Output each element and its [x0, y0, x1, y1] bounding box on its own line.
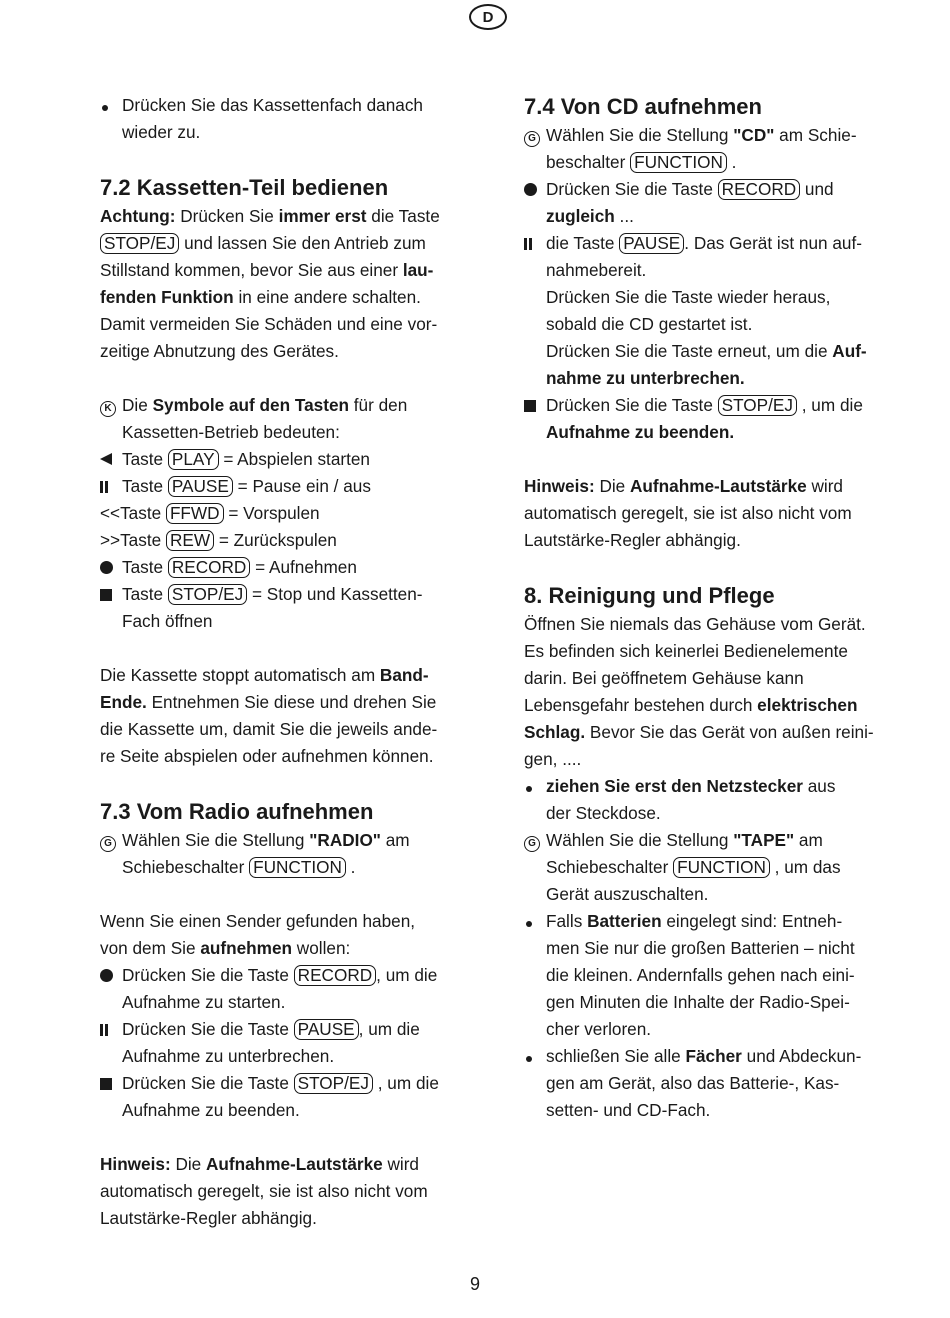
text: gen am Gerät, also das Batterie-, Kas-	[546, 1073, 840, 1093]
key-label: PLAY	[168, 449, 219, 470]
language-label: D	[482, 8, 494, 26]
text: Fach öffnen	[122, 611, 213, 631]
note: Hinweis: Die Aufnahme-Lautstärke wird	[524, 476, 843, 496]
list-item: G Wählen Sie die Stellung "TAPE" am	[524, 827, 884, 854]
paragraph: re Seite abspielen oder aufnehmen können.	[100, 746, 434, 766]
key-label: STOP/EJ	[294, 1073, 373, 1094]
text: Aufnahme zu starten.	[122, 992, 286, 1012]
list-item	[100, 92, 460, 119]
key-label: PAUSE	[168, 476, 233, 497]
text: Aufnahme zu beenden.	[546, 422, 735, 442]
paragraph: zeitige Abnutzung des Gerätes.	[100, 341, 339, 361]
text: Aufnahme zu beenden.	[122, 1100, 300, 1120]
paragraph: Damit vermeiden Sie Schäden und eine vor-	[100, 314, 438, 334]
key-label: FUNCTION	[673, 857, 770, 878]
k-circle-icon: K	[100, 401, 116, 417]
bullet-icon	[102, 105, 108, 111]
text: cher verloren.	[546, 1019, 652, 1039]
key-label: RECORD	[718, 179, 800, 200]
key-label: FFWD	[166, 503, 224, 524]
list-item: Falls Batterien eingelegt sind: Entneh-	[524, 908, 884, 935]
list-item: Taste RECORD = Aufnehmen	[100, 554, 460, 581]
g-circle-icon: G	[524, 836, 540, 852]
paragraph: die Kassette um, damit Sie die jeweils ande-	[100, 719, 438, 739]
list-item: Taste STOP/EJ = Stop und Kassetten-	[100, 581, 460, 608]
text: setten- und CD-Fach.	[546, 1100, 711, 1120]
paragraph: STOP/EJ und lassen Sie den Antrieb zum	[100, 230, 460, 257]
stop-icon	[100, 589, 112, 601]
paragraph: darin. Bei geöffnetem Gehäuse kann	[524, 668, 804, 688]
list-item: <<Taste FFWD = Vorspulen	[100, 503, 320, 523]
list-item: G Wählen Sie die Stellung "CD" am Schie-	[524, 122, 884, 149]
list-item: >>Taste REW = Zurückspulen	[100, 530, 337, 550]
text: nahme zu unterbrechen.	[546, 368, 745, 388]
g-circle-icon: G	[100, 836, 116, 852]
paragraph: fenden Funktion in eine andere schalten.	[100, 287, 421, 307]
paragraph: Schlag. Bevor Sie das Gerät von außen reini-	[524, 722, 874, 742]
note: automatisch geregelt, sie ist also nicht vom	[100, 1181, 428, 1201]
paragraph: Achtung: Drücken Sie immer erst die Taste	[100, 206, 440, 226]
paragraph: Es befinden sich keinerlei Bedienelemente	[524, 641, 848, 661]
key-label: STOP/EJ	[718, 395, 797, 416]
bullet-icon	[526, 786, 532, 792]
text: nahmebereit.	[546, 260, 647, 280]
pause-icon	[100, 481, 103, 493]
pause-icon	[524, 238, 527, 250]
text: Drücken Sie das Kassettenfach danach	[122, 95, 423, 115]
g-circle-icon: G	[524, 131, 540, 147]
list-item: schließen Sie alle Fächer und Abdeckun-	[524, 1043, 884, 1070]
paragraph: Ende. Entnehmen Sie diese und drehen Sie	[100, 692, 437, 712]
text: die kleinen. Andernfalls gehen nach eini-	[546, 965, 855, 985]
bullet-icon	[526, 1056, 532, 1062]
list-item: ziehen Sie erst den Netzstecker aus	[524, 773, 884, 800]
key-label: STOP/EJ	[168, 584, 247, 605]
list-item: K Die Symbole auf den Tasten für den	[100, 392, 460, 419]
note: Hinweis: Die Aufnahme-Lautstärke wird	[100, 1154, 419, 1174]
record-icon	[524, 183, 537, 196]
record-icon	[100, 561, 113, 574]
text: wieder zu.	[122, 122, 201, 142]
text: sobald die CD gestartet ist.	[546, 314, 753, 334]
key-label: RECORD	[168, 557, 250, 578]
text: Schiebeschalter FUNCTION , um das	[546, 857, 841, 877]
list-item: Taste PAUSE = Pause ein / aus	[100, 473, 460, 500]
list-item: Drücken Sie die Taste PAUSE , um die	[100, 1016, 460, 1043]
text: beschalter FUNCTION .	[546, 152, 737, 172]
note: Lautstärke-Regler abhängig.	[100, 1208, 317, 1228]
right-column	[524, 92, 884, 1124]
bullet-icon	[526, 921, 532, 927]
left-column	[100, 92, 460, 1232]
list-item: G Wählen Sie die Stellung "RADIO" am	[100, 827, 460, 854]
key-label: FUNCTION	[630, 152, 727, 173]
list-item: Drücken Sie die Taste RECORD und	[524, 176, 884, 203]
text: Aufnahme zu unterbrechen.	[122, 1046, 335, 1066]
text: men Sie nur die großen Batterien – nicht	[546, 938, 855, 958]
text: zugleich ...	[546, 206, 634, 226]
text: der Steckdose.	[546, 803, 661, 823]
stop-icon	[100, 1078, 112, 1090]
note: Lautstärke-Regler abhängig.	[524, 530, 741, 550]
text: Kassetten-Betrieb bedeuten:	[122, 422, 340, 442]
text: gen Minuten die Inhalte der Radio-Spei-	[546, 992, 850, 1012]
paragraph: von dem Sie aufnehmen wollen:	[100, 938, 351, 958]
paragraph: gen, ....	[524, 749, 582, 769]
record-icon	[100, 969, 113, 982]
paragraph: Lebensgefahr bestehen durch elektrischen	[524, 695, 858, 715]
key-label: PAUSE	[619, 233, 684, 254]
text: Gerät auszuschalten.	[546, 884, 709, 904]
section-heading: 7.2 Kassetten-Teil bedienen	[100, 175, 389, 200]
page-number: 9	[469, 1274, 480, 1294]
text: Schiebeschalter FUNCTION .	[122, 857, 356, 877]
language-badge	[469, 4, 507, 30]
key-label: FUNCTION	[249, 857, 346, 878]
paragraph: Wenn Sie einen Sender gefunden haben,	[100, 911, 416, 931]
key-label: PAUSE	[294, 1019, 359, 1040]
list-item: Drücken Sie die Taste RECORD , um die	[100, 962, 460, 989]
list-item: Drücken Sie die Taste STOP/EJ , um die	[100, 1070, 460, 1097]
paragraph: Stillstand kommen, bevor Sie aus einer lau-	[100, 260, 434, 280]
note: automatisch geregelt, sie ist also nicht vom	[524, 503, 852, 523]
list-item: die Taste PAUSE . Das Gerät ist nun auf-	[524, 230, 884, 257]
paragraph: Öffnen Sie niemals das Gehäuse vom Gerät.	[524, 614, 866, 634]
list-item: Drücken Sie die Taste STOP/EJ , um die	[524, 392, 884, 419]
key-label: RECORD	[294, 965, 376, 986]
text: Drücken Sie die Taste wieder heraus,	[546, 287, 831, 307]
pause-icon	[100, 1024, 103, 1036]
text: Drücken Sie die Taste erneut, um die Auf-	[546, 341, 867, 361]
stop-icon	[524, 400, 536, 412]
key-label: STOP/EJ	[100, 233, 179, 254]
section-heading: 7.4 Von CD aufnehmen	[524, 94, 762, 119]
section-heading: 8. Reinigung und Pflege	[524, 583, 775, 608]
section-heading: 7.3 Vom Radio aufnehmen	[100, 799, 374, 824]
list-item: Taste PLAY = Abspielen starten	[100, 446, 460, 473]
paragraph: Die Kassette stoppt automatisch am Band-	[100, 665, 429, 685]
key-label: REW	[166, 530, 214, 551]
play-icon	[100, 453, 112, 465]
